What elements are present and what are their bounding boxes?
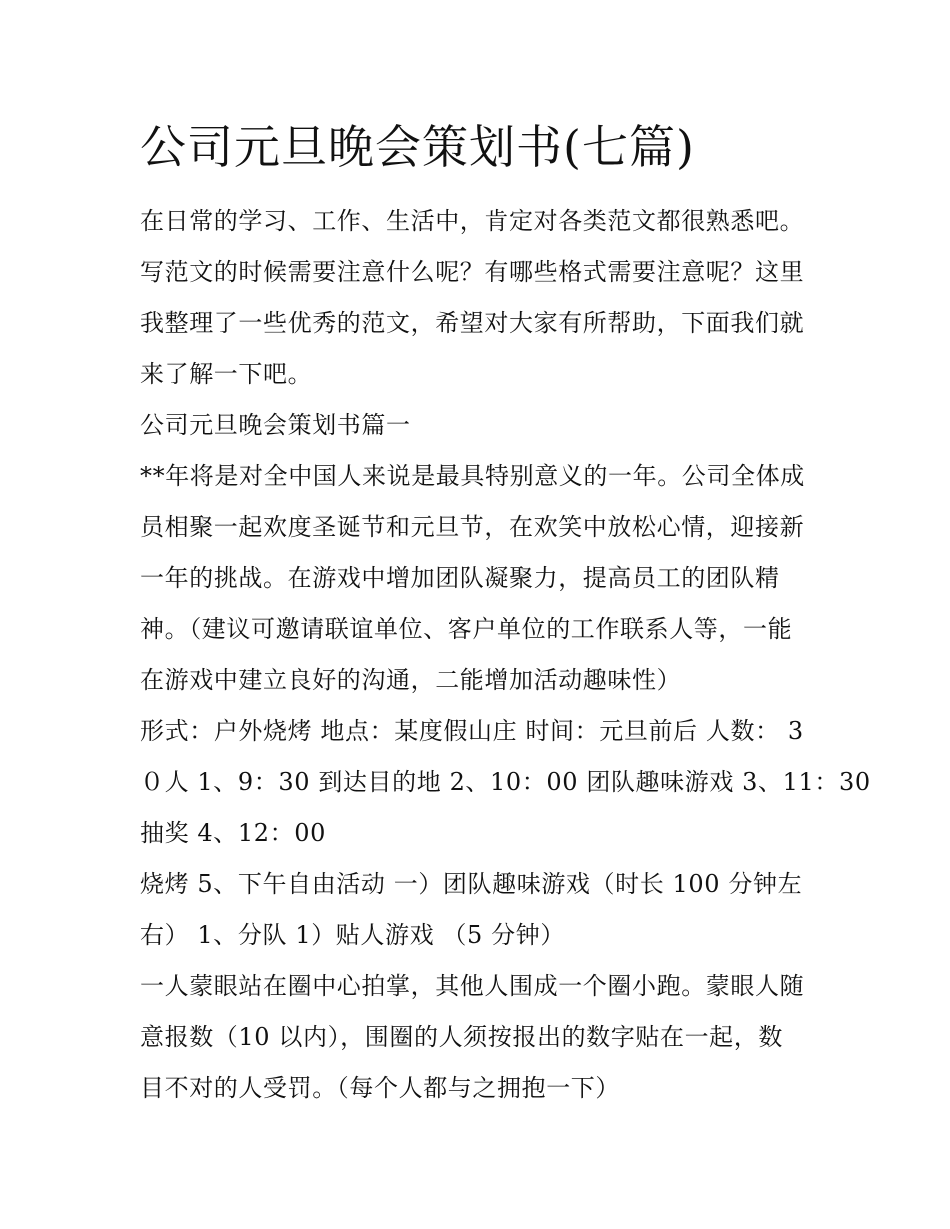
- paragraph-line: 右） 1、分队 1）贴人游戏 （5 分钟）: [140, 921, 565, 949]
- paragraph-line: 员相聚一起欢度圣诞节和元旦节，在欢笑中放松心情，迎接新: [140, 513, 805, 541]
- document-body: [140, 196, 871, 1114]
- paragraph-line: 烧烤 5、下午自由活动 一）团队趣味游戏（时长 100 分钟左: [140, 870, 803, 898]
- paragraph-line: 目不对的人受罚。（每个人都与之拥抱一下）: [140, 1074, 620, 1102]
- paragraph-line: 抽奖 4、12：00: [140, 819, 326, 847]
- section-heading: 公司元旦晚会策划书篇一: [140, 411, 411, 439]
- paragraph-line: **年将是对全中国人来说是最具特别意义的一年。公司全体成: [140, 462, 805, 490]
- paragraph-line: 意报数（10 以内），围圈的人须按报出的数字贴在一起，数: [140, 1023, 783, 1051]
- paragraph-line: 一年的挑战。在游戏中增加团队凝聚力，提高员工的团队精: [140, 564, 780, 592]
- paragraph-line: 在游戏中建立良好的沟通，二能增加活动趣味性）: [140, 666, 682, 694]
- paragraph-line: 我整理了一些优秀的范文，希望对大家有所帮助，下面我们就: [140, 309, 805, 337]
- paragraph-line: 形式：户外烧烤 地点：某度假山庄 时间：元旦前后 人数： 3: [140, 717, 804, 745]
- paragraph-line: 来了解一下吧。: [140, 360, 313, 388]
- document-title: 公司元旦晚会策划书(七篇): [140, 120, 695, 174]
- paragraph-line: 写范文的时候需要注意什么呢？有哪些格式需要注意呢？这里: [140, 258, 805, 286]
- paragraph-line: 在日常的学习、工作、生活中，肯定对各类范文都很熟悉吧。: [140, 207, 805, 235]
- paragraph-line: 神。（建议可邀请联谊单位、客户单位的工作联系人等，一能: [140, 615, 793, 643]
- paragraph-line: 一人蒙眼站在圈中心拍掌，其他人围成一个圈小跑。蒙眼人随: [140, 972, 805, 1000]
- paragraph-line: ０人 1、9：30 到达目的地 2、10：00 团队趣味游戏 3、11：30: [140, 768, 871, 796]
